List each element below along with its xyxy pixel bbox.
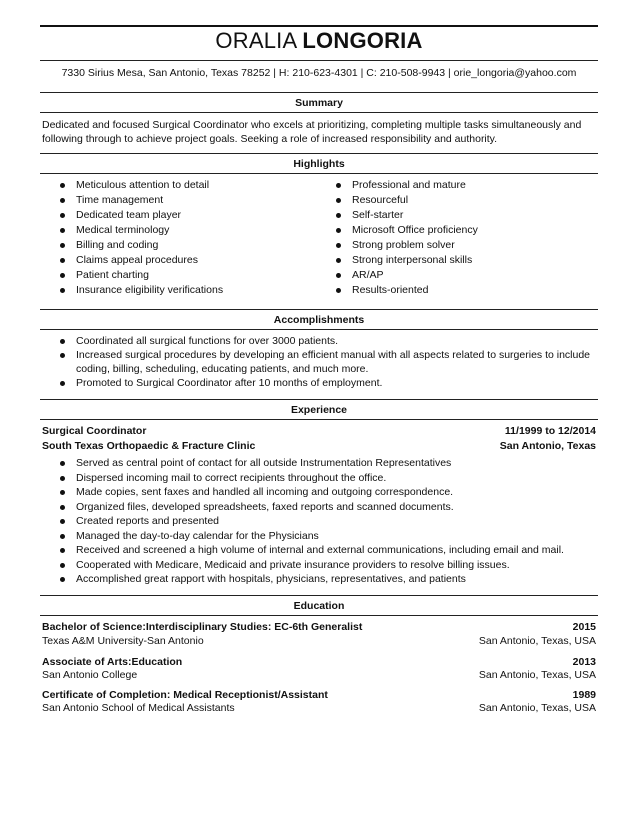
- summary-line: following through to achieve project goals. Seeking a role of increased responsibility and authority.: [42, 133, 498, 145]
- bullet-icon: [336, 243, 341, 248]
- bullet-icon: [60, 577, 65, 582]
- degree-title: Associate of Arts:Education: [42, 656, 183, 668]
- bullet-icon: [60, 563, 65, 568]
- school-name: San Antonio School of Medical Assistants: [42, 702, 235, 714]
- degree-title: Bachelor of Science:Interdisciplinary Studies: EC-6th Generalist: [42, 621, 363, 633]
- bullet-icon: [336, 258, 341, 263]
- list-item: Resourceful: [334, 194, 478, 209]
- degree-year: 2015: [572, 621, 596, 633]
- list-item: Professional and mature: [334, 179, 478, 194]
- education-heading: Education: [293, 600, 345, 612]
- list-item: Coordinated all surgical functions for over 3000 patients.: [58, 335, 598, 349]
- bullet-icon: [60, 198, 65, 203]
- bullet-icon: [60, 505, 65, 510]
- highlights-rule-top: [40, 153, 598, 154]
- highlights-rule-bottom: [40, 173, 598, 174]
- list-item: Meticulous attention to detail: [58, 179, 223, 194]
- experience-rule-bottom: [40, 419, 598, 420]
- education-rule-bottom: [40, 615, 598, 616]
- bullet-icon: [60, 353, 65, 358]
- bullet-icon: [60, 461, 65, 466]
- list-item-continuation: coding, billing, scheduling, educating patients, and much more.: [76, 363, 369, 375]
- list-item: Made copies, sent faxes and handled all incoming and outgoing correspondence.: [58, 486, 598, 501]
- summary-text: [42, 118, 598, 146]
- experience-rule-top: [40, 399, 598, 400]
- summary-rule-top: [40, 92, 598, 93]
- education-degree-row: [42, 689, 596, 703]
- school-name: Texas A&M University-San Antonio: [42, 635, 204, 647]
- list-item: Results-oriented: [334, 284, 478, 299]
- bullet-icon: [60, 476, 65, 481]
- list-item: Strong problem solver: [334, 239, 478, 254]
- school-name: San Antonio College: [42, 669, 138, 681]
- bullet-icon: [60, 548, 65, 553]
- bullet-icon: [336, 228, 341, 233]
- list-item: AR/AP: [334, 269, 478, 284]
- bullet-icon: [60, 381, 65, 386]
- accomplishments-heading: Accomplishments: [273, 314, 365, 326]
- experience-heading: Experience: [290, 404, 348, 416]
- accomplishments-rule-top: [40, 309, 598, 310]
- list-item: Insurance eligibility verifications: [58, 284, 223, 299]
- bullet-icon: [60, 258, 65, 263]
- summary-rule-bottom: [40, 112, 598, 113]
- candidate-name: [0, 28, 638, 54]
- list-item: Patient charting: [58, 269, 223, 284]
- employer-row: [42, 440, 596, 454]
- degree-title: Certificate of Completion: Medical Receptionist/Assistant: [42, 689, 328, 701]
- job-dates: 11/1999 to 12/2014: [504, 425, 596, 437]
- school-location: San Antonio, Texas, USA: [478, 669, 596, 681]
- education-degree-row: [42, 656, 596, 670]
- bullet-icon: [60, 490, 65, 495]
- list-item: Managed the day-to-day calendar for the Physicians: [58, 530, 598, 545]
- list-item: Increased surgical procedures by developing an efficient manual with all aspects related to surgeries to include: [58, 349, 598, 363]
- list-item: Time management: [58, 194, 223, 209]
- education-school-row: [42, 669, 596, 683]
- employer-name: South Texas Orthopaedic & Fracture Clinic: [42, 440, 256, 452]
- bullet-icon: [60, 534, 65, 539]
- education-rule-top: [40, 595, 598, 596]
- bullet-icon: [60, 273, 65, 278]
- summary-heading: Summary: [295, 97, 343, 109]
- contact-line: 7330 Sirius Mesa, San Antonio, Texas 78252 | H: 210-623-4301 | C: 210-508-9943 | orie_longoria@yahoo.com: [61, 67, 577, 79]
- bullet-icon: [60, 213, 65, 218]
- list-item: Self-starter: [334, 209, 478, 224]
- bullet-icon: [336, 183, 341, 188]
- name-rule: [40, 60, 598, 61]
- list-item: Medical terminology: [58, 224, 223, 239]
- bullet-icon: [60, 243, 65, 248]
- employer-location: San Antonio, Texas: [499, 440, 596, 452]
- bullet-icon: [60, 288, 65, 293]
- first-name: ORALIA: [215, 28, 297, 53]
- list-item: Dedicated team player: [58, 209, 223, 224]
- accomplishments-list: [58, 335, 598, 391]
- bullet-icon: [336, 288, 341, 293]
- bullet-icon: [336, 273, 341, 278]
- bullet-icon: [336, 198, 341, 203]
- list-item: Claims appeal procedures: [58, 254, 223, 269]
- education-school-row: [42, 702, 596, 716]
- degree-year: 1989: [572, 689, 596, 701]
- list-item: Organized files, developed spreadsheets, faxed reports and scanned documents.: [58, 501, 598, 516]
- list-item: Strong interpersonal skills: [334, 254, 478, 269]
- bullet-icon: [60, 339, 65, 344]
- summary-line: Dedicated and focused Surgical Coordinator who excels at prioritizing, completing multiple tasks simultaneously and: [42, 119, 582, 131]
- school-location: San Antonio, Texas, USA: [478, 702, 596, 714]
- list-item: Dispersed incoming mail to correct recipients throughout the office.: [58, 472, 598, 487]
- top-rule: [40, 25, 598, 27]
- job-title-row: [42, 425, 596, 439]
- school-location: San Antonio, Texas, USA: [478, 635, 596, 647]
- list-item: Accomplished great rapport with hospitals, physicians, representatives, and patients: [58, 573, 598, 588]
- bullet-icon: [60, 183, 65, 188]
- list-item: Received and screened a high volume of internal and external communications, including email and mail.: [58, 544, 598, 559]
- accomplishments-rule-bottom: [40, 329, 598, 330]
- highlights-left-list: [58, 179, 223, 299]
- list-item: Served as central point of contact for all outside Instrumentation Representatives: [58, 457, 598, 472]
- education-degree-row: [42, 621, 596, 635]
- highlights-right-list: [334, 179, 478, 299]
- bullet-icon: [60, 519, 65, 524]
- list-item: Promoted to Surgical Coordinator after 10 months of employment.: [58, 377, 598, 391]
- list-item: Cooperated with Medicare, Medicaid and private insurance providers to resolve billing issues.: [58, 559, 598, 574]
- list-item: Microsoft Office proficiency: [334, 224, 478, 239]
- degree-year: 2013: [572, 656, 596, 668]
- bullet-icon: [60, 228, 65, 233]
- job-title: Surgical Coordinator: [42, 425, 147, 437]
- experience-list: [58, 457, 598, 588]
- list-item: Created reports and presented: [58, 515, 598, 530]
- highlights-heading: Highlights: [293, 158, 345, 170]
- last-name: LONGORIA: [302, 28, 423, 53]
- list-item: Billing and coding: [58, 239, 223, 254]
- education-school-row: [42, 635, 596, 649]
- bullet-icon: [336, 213, 341, 218]
